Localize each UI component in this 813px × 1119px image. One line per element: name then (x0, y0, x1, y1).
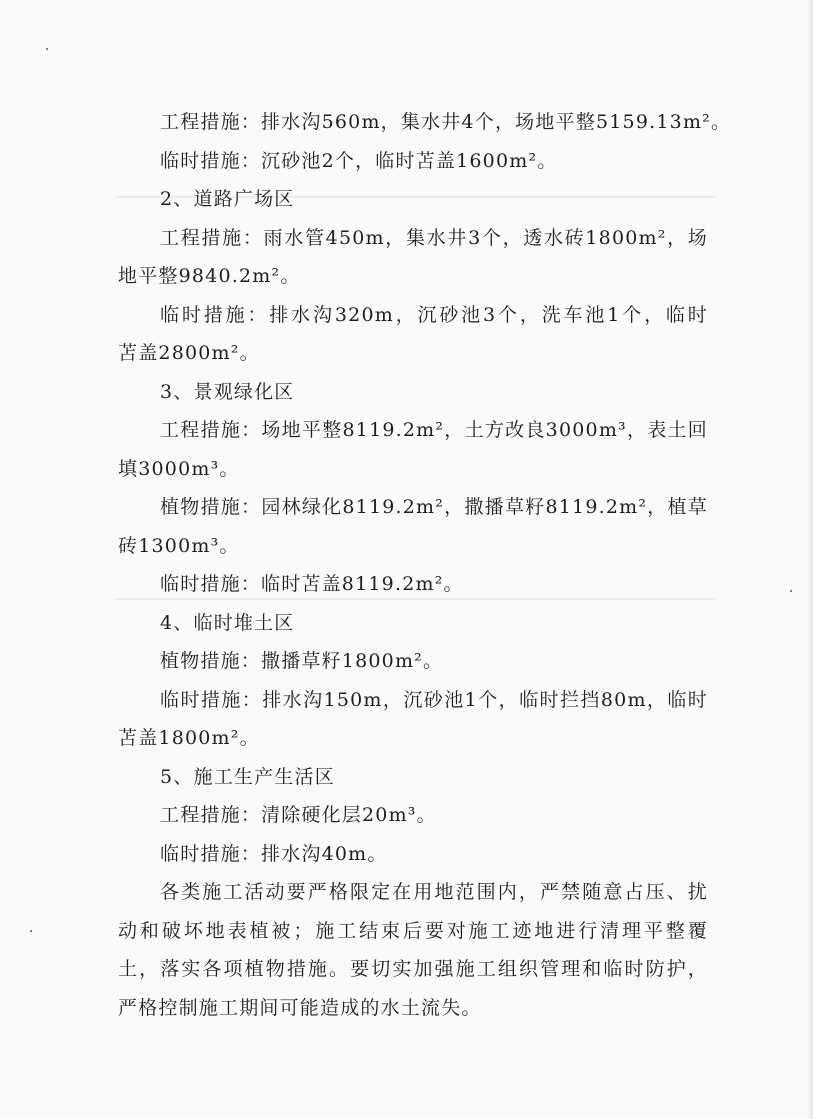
text-line: 苫盖1800m²。 (118, 727, 260, 749)
text-line: 5、施工生产生活区 (160, 765, 335, 788)
text-line: 工程措施：雨水管450m，集水井3个，透水砖1800m²，场 (160, 226, 708, 249)
text-line: 2、道路广场区 (160, 188, 295, 210)
scan-speck (790, 590, 792, 592)
text-line: 动和破坏地表植被；施工结束后要对施工迹地进行清理平整覆 (118, 919, 708, 942)
text-line: 临时措施：沉砂池2个，临时苫盖1600m²。 (160, 149, 558, 172)
text-line: 植物措施：园林绿化8119.2m²，撒播草籽8119.2m²，植草 (160, 496, 708, 518)
text-line: 砖1300m³。 (118, 534, 240, 557)
text-line: 各类施工活动要严格限定在用地范围内，严禁随意占压、扰 (160, 881, 708, 903)
text-line: 临时措施：排水沟40m。 (160, 842, 388, 865)
text-line: 4、临时堆土区 (160, 611, 295, 634)
text-line: 临时措施：临时苫盖8119.2m²。 (160, 573, 464, 595)
scan-speck (46, 48, 48, 50)
text-line: 工程措施：场地平整8119.2m²，土方改良3000m³，表土回 (160, 419, 708, 441)
page-edge-shadow (807, 0, 813, 1119)
text-line: 严格控制施工期间可能造成的水土流失。 (118, 996, 482, 1019)
text-line: 3、景观绿化区 (160, 380, 295, 403)
text-line: 填3000m³。 (118, 457, 240, 480)
text-line: 临时措施：排水沟320m，沉砂池3个，洗车池1个，临时 (160, 303, 708, 326)
text-line: 苫盖2800m²。 (118, 342, 260, 364)
text-line: 临时措施：排水沟150m，沉砂池1个，临时拦挡80m，临时 (160, 688, 708, 711)
scan-speck (30, 930, 32, 932)
text-line: 植物措施：撒播草籽1800m²。 (160, 650, 444, 672)
text-line: 工程措施：排水沟560m，集水井4个，场地平整5159.13m²。 (160, 111, 732, 133)
text-line: 工程措施：清除硬化层20m³。 (160, 804, 437, 826)
text-line: 地平整9840.2m²。 (118, 265, 301, 287)
text-line: 土，落实各项植物措施。要切实加强施工组织管理和临时防护， (118, 958, 708, 980)
document-body (118, 103, 732, 1027)
